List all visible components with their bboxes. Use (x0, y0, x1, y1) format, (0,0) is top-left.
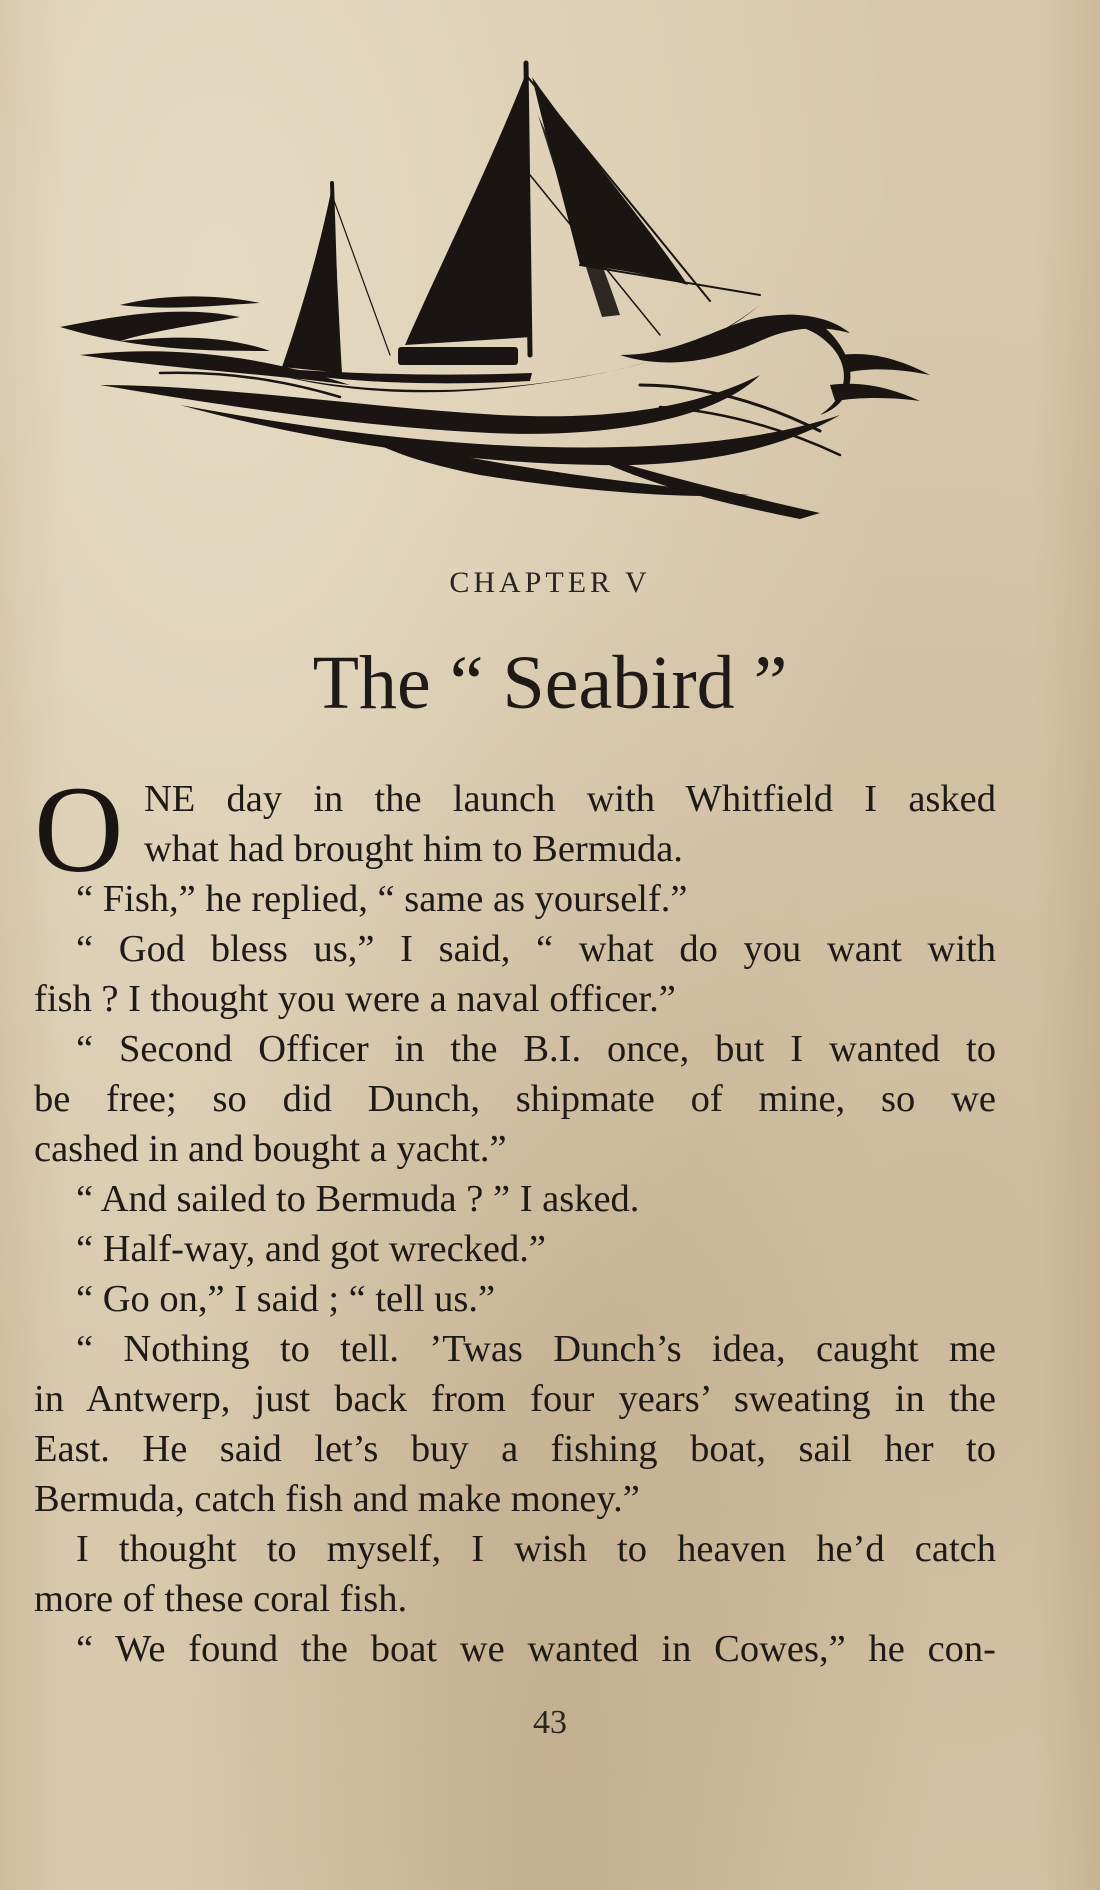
text-line: “ Nothing to tell. ’Twas Dunch’s idea, caught me (76, 1328, 996, 1370)
text-line: in Antwerp, just back from four years’ sweating in the (34, 1378, 996, 1420)
opening-paragraph (34, 761, 996, 898)
chapter-body (34, 761, 996, 1674)
text-line: fish ? I thought you were a naval officer.” (34, 978, 676, 1020)
text-line: more of these coral fish. (34, 1578, 408, 1620)
text-line: “ Fish,” he replied, “ same as yourself.” (76, 878, 688, 920)
text-line: “ Second Officer in the B.I. once, but I wanted to (76, 1028, 996, 1070)
text-line: I thought to myself, I wish to heaven he’d catch (76, 1528, 996, 1570)
text-line: cashed in and bought a yacht.” (34, 1128, 507, 1170)
text-line: what had brought him to Bermuda. (144, 828, 683, 870)
text-line: be free; so did Dunch, shipmate of mine, so we (34, 1078, 996, 1120)
page-number: 43 (533, 1704, 567, 1741)
text-line: “ We found the boat we wanted in Cowes,” he con- (76, 1628, 996, 1670)
text-line: Bermuda, catch fish and make money.” (34, 1478, 640, 1520)
text-line: “ Go on,” I said ; “ tell us.” (76, 1278, 496, 1320)
body-lines (34, 874, 996, 1674)
text-line: East. He said let’s buy a fishing boat, sail her to (34, 1428, 996, 1470)
text-line: “ Half-way, and got wrecked.” (76, 1228, 546, 1270)
drop-cap: O (34, 761, 124, 898)
text-line: “ And sailed to Bermuda ? ” I asked. (76, 1178, 640, 1220)
text-line: NE day in the launch with Whitfield I asked (144, 778, 996, 820)
text-line: “ God bless us,” I said, “ what do you want with (76, 928, 996, 970)
chapter-title: The “ Seabird ” (312, 641, 788, 725)
chapter-label: CHAPTER V (449, 566, 651, 599)
sailboat-illustration (60, 55, 980, 535)
